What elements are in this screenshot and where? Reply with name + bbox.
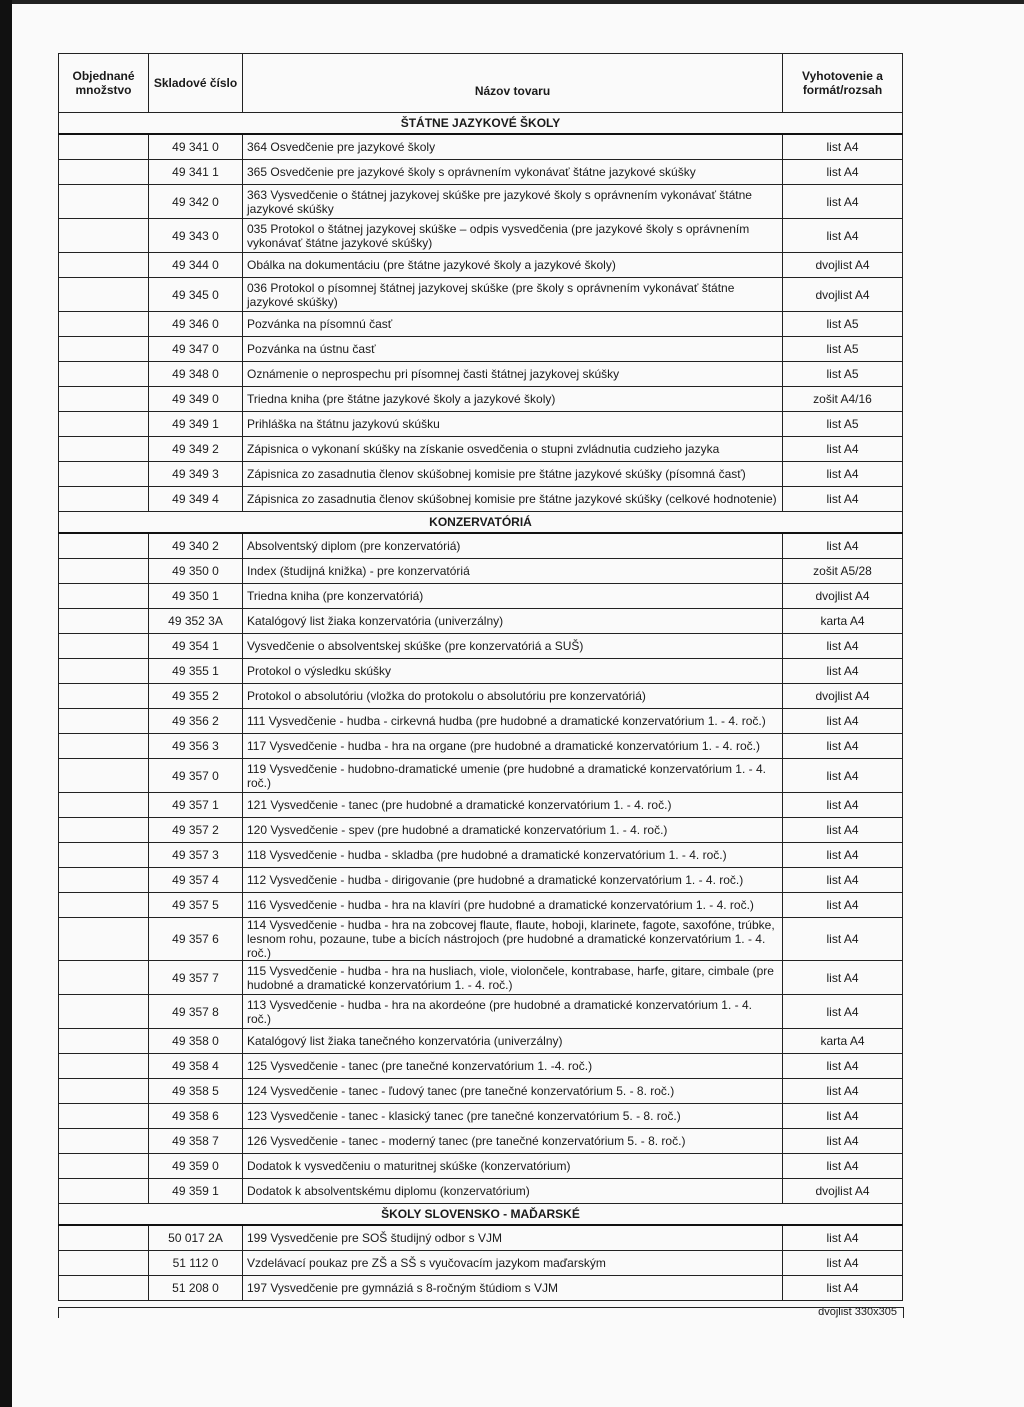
item-name: 113 Vysvedčenie - hudba - hra na akordeóne (pre hudobné a dramatické konzervatórium 1. - 4. roč.) bbox=[243, 995, 783, 1029]
quantity-cell[interactable] bbox=[59, 843, 149, 868]
item-format: list A4 bbox=[783, 1276, 903, 1301]
item-format: dvojlist A4 bbox=[783, 684, 903, 709]
item-number: 49 357 4 bbox=[149, 868, 243, 893]
item-number: 49 341 0 bbox=[149, 134, 243, 160]
item-number: 49 357 5 bbox=[149, 893, 243, 918]
item-name: 116 Vysvedčenie - hudba - hra na klavíri (pre hudobné a dramatické konzervatórium 1. - 4. roč.) bbox=[243, 893, 783, 918]
item-name: 111 Vysvedčenie - hudba - cirkevná hudba (pre hudobné a dramatické konzervatórium 1. - 4. roč.) bbox=[243, 709, 783, 734]
item-name: Triedna kniha (pre štátne jazykové školy a jazykové školy) bbox=[243, 387, 783, 412]
item-name: Vysvedčenie o absolventskej skúške (pre konzervatóriá a SUŠ) bbox=[243, 634, 783, 659]
quantity-cell[interactable] bbox=[59, 734, 149, 759]
scan-edge-top bbox=[12, 0, 1024, 4]
item-format: list A5 bbox=[783, 412, 903, 437]
item-format: dvojlist A4 bbox=[783, 584, 903, 609]
item-number: 49 356 2 bbox=[149, 709, 243, 734]
quantity-cell[interactable] bbox=[59, 160, 149, 185]
item-number: 49 354 1 bbox=[149, 634, 243, 659]
item-format: list A4 bbox=[783, 437, 903, 462]
item-number: 49 357 8 bbox=[149, 995, 243, 1029]
item-name: Triedna kniha (pre konzervatóriá) bbox=[243, 584, 783, 609]
item-format: list A4 bbox=[783, 893, 903, 918]
item-name: 199 Vysvedčenie pre SOŠ študijný odbor s VJM bbox=[243, 1225, 783, 1251]
quantity-cell[interactable] bbox=[59, 1276, 149, 1301]
table-row bbox=[59, 185, 903, 219]
table-body bbox=[59, 113, 903, 1301]
quantity-cell[interactable] bbox=[59, 462, 149, 487]
table-row bbox=[59, 462, 903, 487]
item-name: 363 Vysvedčenie o štátnej jazykovej skúške pre jazykové školy s oprávnením vykonávať štátne jazykové skúšky bbox=[243, 185, 783, 219]
quantity-cell[interactable] bbox=[59, 961, 149, 995]
header-name: Názov tovaru bbox=[243, 54, 783, 113]
cut-off-row bbox=[58, 1307, 904, 1318]
table-row bbox=[59, 1054, 903, 1079]
item-name: Zápisnica o vykonaní skúšky na získanie osvedčenia o stupni zvládnutia cudzieho jazyka bbox=[243, 437, 783, 462]
table-row bbox=[59, 487, 903, 512]
item-format: list A4 bbox=[783, 134, 903, 160]
item-format: list A4 bbox=[783, 487, 903, 512]
item-number: 49 356 3 bbox=[149, 734, 243, 759]
quantity-cell[interactable] bbox=[59, 793, 149, 818]
item-number: 49 342 0 bbox=[149, 185, 243, 219]
item-format: list A4 bbox=[783, 1251, 903, 1276]
quantity-cell[interactable] bbox=[59, 709, 149, 734]
quantity-cell[interactable] bbox=[59, 1054, 149, 1079]
item-number: 49 359 1 bbox=[149, 1179, 243, 1204]
item-format: dvojlist A4 bbox=[783, 278, 903, 312]
item-number: 49 348 0 bbox=[149, 362, 243, 387]
section-row bbox=[59, 512, 903, 534]
item-format: list A4 bbox=[783, 734, 903, 759]
item-name: Absolventský diplom (pre konzervatóriá) bbox=[243, 533, 783, 559]
item-format: list A4 bbox=[783, 843, 903, 868]
item-format: list A4 bbox=[783, 659, 903, 684]
item-number: 49 352 3A bbox=[149, 609, 243, 634]
table-row bbox=[59, 437, 903, 462]
section-title: ŠKOLY SLOVENSKO - MAĎARSKÉ bbox=[59, 1204, 903, 1226]
quantity-cell[interactable] bbox=[59, 559, 149, 584]
table-row bbox=[59, 559, 903, 584]
header-fmt: Vyhotovenie a formát/rozsah bbox=[783, 54, 903, 113]
item-name: 112 Vysvedčenie - hudba - dirigovanie (pre hudobné a dramatické konzervatórium 1. - 4. roč.) bbox=[243, 868, 783, 893]
table-row bbox=[59, 1276, 903, 1301]
quantity-cell[interactable] bbox=[59, 362, 149, 387]
table-row bbox=[59, 818, 903, 843]
table-row bbox=[59, 1104, 903, 1129]
table-row bbox=[59, 1154, 903, 1179]
table-row bbox=[59, 793, 903, 818]
item-number: 49 341 1 bbox=[149, 160, 243, 185]
item-number: 49 345 0 bbox=[149, 278, 243, 312]
item-number: 49 347 0 bbox=[149, 337, 243, 362]
item-number: 49 355 1 bbox=[149, 659, 243, 684]
table-row bbox=[59, 734, 903, 759]
quantity-cell[interactable] bbox=[59, 1104, 149, 1129]
quantity-cell[interactable] bbox=[59, 918, 149, 961]
quantity-cell[interactable] bbox=[59, 387, 149, 412]
item-format: list A4 bbox=[783, 1054, 903, 1079]
item-format: karta A4 bbox=[783, 1029, 903, 1054]
quantity-cell[interactable] bbox=[59, 759, 149, 793]
item-name: 119 Vysvedčenie - hudobno-dramatické umenie (pre hudobné a dramatické konzervatórium 1. - 4. roč.) bbox=[243, 759, 783, 793]
item-number: 49 346 0 bbox=[149, 312, 243, 337]
quantity-cell[interactable] bbox=[59, 437, 149, 462]
table-row bbox=[59, 868, 903, 893]
quantity-cell[interactable] bbox=[59, 185, 149, 219]
item-format: list A4 bbox=[783, 462, 903, 487]
item-name: 126 Vysvedčenie - tanec - moderný tanec (pre tanečné konzervatórium 5. - 8. roč.) bbox=[243, 1129, 783, 1154]
item-format: zošit A4/16 bbox=[783, 387, 903, 412]
item-format: list A4 bbox=[783, 709, 903, 734]
quantity-cell[interactable] bbox=[59, 634, 149, 659]
table-row bbox=[59, 843, 903, 868]
item-number: 51 208 0 bbox=[149, 1276, 243, 1301]
header-row bbox=[59, 54, 903, 113]
quantity-cell[interactable] bbox=[59, 1029, 149, 1054]
item-number: 49 357 7 bbox=[149, 961, 243, 995]
item-format: list A4 bbox=[783, 1154, 903, 1179]
table-row bbox=[59, 1129, 903, 1154]
item-number: 49 349 0 bbox=[149, 387, 243, 412]
item-name: Oznámenie o neprospechu pri písomnej časti štátnej jazykovej skúšky bbox=[243, 362, 783, 387]
item-number: 49 359 0 bbox=[149, 1154, 243, 1179]
table-row bbox=[59, 961, 903, 995]
item-number: 49 357 1 bbox=[149, 793, 243, 818]
item-number: 49 349 3 bbox=[149, 462, 243, 487]
table-row bbox=[59, 1179, 903, 1204]
item-name: Protokol o absolutóriu (vložka do protokolu o absolutóriu pre konzervatóriá) bbox=[243, 684, 783, 709]
quantity-cell[interactable] bbox=[59, 412, 149, 437]
item-number: 49 349 4 bbox=[149, 487, 243, 512]
table-row bbox=[59, 312, 903, 337]
table-row bbox=[59, 918, 903, 961]
item-number: 49 358 0 bbox=[149, 1029, 243, 1054]
table-row bbox=[59, 659, 903, 684]
item-number: 49 350 1 bbox=[149, 584, 243, 609]
item-name: 124 Vysvedčenie - tanec - ľudový tanec (pre tanečné konzervatórium 5. - 8. roč.) bbox=[243, 1079, 783, 1104]
item-format: list A4 bbox=[783, 995, 903, 1029]
quantity-cell[interactable] bbox=[59, 659, 149, 684]
item-name: 115 Vysvedčenie - hudba - hra na husliach, viole, violončele, kontrabase, harfe, gitare, cimbale (pre hudobné a dramatické konzervatórium 1. - 4. roč.) bbox=[243, 961, 783, 995]
item-format: list A4 bbox=[783, 1225, 903, 1251]
item-format: list A4 bbox=[783, 185, 903, 219]
item-format: list A4 bbox=[783, 1129, 903, 1154]
item-number: 49 340 2 bbox=[149, 533, 243, 559]
quantity-cell[interactable] bbox=[59, 1079, 149, 1104]
table-row bbox=[59, 684, 903, 709]
quantity-cell[interactable] bbox=[59, 1179, 149, 1204]
item-number: 49 349 2 bbox=[149, 437, 243, 462]
item-name: 364 Osvedčenie pre jazykové školy bbox=[243, 134, 783, 160]
item-number: 50 017 2A bbox=[149, 1225, 243, 1251]
table-row bbox=[59, 219, 903, 253]
quantity-cell[interactable] bbox=[59, 1251, 149, 1276]
item-format: list A5 bbox=[783, 337, 903, 362]
item-format: list A4 bbox=[783, 818, 903, 843]
quantity-cell[interactable] bbox=[59, 1129, 149, 1154]
order-table bbox=[58, 53, 903, 1301]
table-row bbox=[59, 1251, 903, 1276]
table-row bbox=[59, 584, 903, 609]
item-name: Prihláška na štátnu jazykovú skúšku bbox=[243, 412, 783, 437]
quantity-cell[interactable] bbox=[59, 893, 149, 918]
item-number: 49 357 3 bbox=[149, 843, 243, 868]
item-name: 365 Osvedčenie pre jazykové školy s oprávnením vykonávať štátne jazykové skúšky bbox=[243, 160, 783, 185]
item-name: Dodatok k absolventskému diplomu (konzervatórium) bbox=[243, 1179, 783, 1204]
item-number: 49 358 4 bbox=[149, 1054, 243, 1079]
item-format: list A4 bbox=[783, 1104, 903, 1129]
item-number: 49 358 5 bbox=[149, 1079, 243, 1104]
item-name: 117 Vysvedčenie - hudba - hra na organe (pre hudobné a dramatické konzervatórium 1. - 4. roč.) bbox=[243, 734, 783, 759]
item-format: list A4 bbox=[783, 868, 903, 893]
item-number: 49 358 7 bbox=[149, 1129, 243, 1154]
item-name: 120 Vysvedčenie - spev (pre hudobné a dramatické konzervatórium 1. - 4. roč.) bbox=[243, 818, 783, 843]
item-number: 49 357 6 bbox=[149, 918, 243, 961]
table-row bbox=[59, 160, 903, 185]
item-format: list A4 bbox=[783, 219, 903, 253]
item-name: Zápisnica zo zasadnutia členov skúšobnej komisie pre štátne jazykové skúšky (písomná časť) bbox=[243, 462, 783, 487]
item-number: 49 350 0 bbox=[149, 559, 243, 584]
item-format: list A4 bbox=[783, 759, 903, 793]
item-format: list A4 bbox=[783, 961, 903, 995]
table-row bbox=[59, 1079, 903, 1104]
item-format: zošit A5/28 bbox=[783, 559, 903, 584]
section-row bbox=[59, 1204, 903, 1226]
header-num: Skladové číslo bbox=[149, 54, 243, 113]
quantity-cell[interactable] bbox=[59, 533, 149, 559]
item-format: list A4 bbox=[783, 634, 903, 659]
item-name: Dodatok k vysvedčeniu o maturitnej skúške (konzervatórium) bbox=[243, 1154, 783, 1179]
item-name: Index (študijná knižka) - pre konzervatóriá bbox=[243, 559, 783, 584]
quantity-cell[interactable] bbox=[59, 253, 149, 278]
item-name: 036 Protokol o písomnej štátnej jazykovej skúške (pre školy s oprávnením vykonávať štátne jazykové skúšky) bbox=[243, 278, 783, 312]
item-format: dvojlist A4 bbox=[783, 1179, 903, 1204]
quantity-cell[interactable] bbox=[59, 1154, 149, 1179]
table-row bbox=[59, 1029, 903, 1054]
item-name: 118 Vysvedčenie - hudba - skladba (pre hudobné a dramatické konzervatórium 1. - 4. roč.) bbox=[243, 843, 783, 868]
item-format: dvojlist A4 bbox=[783, 253, 903, 278]
table-row bbox=[59, 893, 903, 918]
quantity-cell[interactable] bbox=[59, 487, 149, 512]
item-format: list A4 bbox=[783, 160, 903, 185]
item-name: 197 Vysvedčenie pre gymnáziá s 8-ročným štúdiom s VJM bbox=[243, 1276, 783, 1301]
item-format: list A5 bbox=[783, 362, 903, 387]
item-name: 035 Protokol o štátnej jazykovej skúške – odpis vysvedčenia (pre jazykové školy s oprávnením vykonávať štátne jazykové skúšky) bbox=[243, 219, 783, 253]
section-row bbox=[59, 113, 903, 135]
cut-format: dvojlist 330x305 bbox=[818, 1307, 897, 1318]
item-format: karta A4 bbox=[783, 609, 903, 634]
quantity-cell[interactable] bbox=[59, 312, 149, 337]
item-name: Zápisnica zo zasadnutia členov skúšobnej komisie pre štátne jazykové skúšky (celkové hodnotenie) bbox=[243, 487, 783, 512]
table-row bbox=[59, 362, 903, 387]
table-row bbox=[59, 995, 903, 1029]
table-row bbox=[59, 337, 903, 362]
item-number: 49 357 0 bbox=[149, 759, 243, 793]
item-format: list A5 bbox=[783, 312, 903, 337]
table-row bbox=[59, 634, 903, 659]
quantity-cell[interactable] bbox=[59, 684, 149, 709]
quantity-cell[interactable] bbox=[59, 337, 149, 362]
table-row bbox=[59, 412, 903, 437]
item-format: list A4 bbox=[783, 533, 903, 559]
quantity-cell[interactable] bbox=[59, 219, 149, 253]
quantity-cell[interactable] bbox=[59, 584, 149, 609]
quantity-cell[interactable] bbox=[59, 278, 149, 312]
item-name: 121 Vysvedčenie - tanec (pre hudobné a dramatické konzervatórium 1. - 4. roč.) bbox=[243, 793, 783, 818]
item-name: Pozvánka na písomnú časť bbox=[243, 312, 783, 337]
table-row bbox=[59, 609, 903, 634]
item-number: 49 355 2 bbox=[149, 684, 243, 709]
item-name: 125 Vysvedčenie - tanec (pre tanečné konzervatórium 1. -4. roč.) bbox=[243, 1054, 783, 1079]
item-name: 123 Vysvedčenie - tanec - klasický tanec (pre tanečné konzervatórium 5. - 8. roč.) bbox=[243, 1104, 783, 1129]
quantity-cell[interactable] bbox=[59, 995, 149, 1029]
section-title: KONZERVATÓRIÁ bbox=[59, 512, 903, 534]
quantity-cell[interactable] bbox=[59, 609, 149, 634]
item-number: 49 344 0 bbox=[149, 253, 243, 278]
item-name: Katalógový list žiaka tanečného konzervatória (univerzálny) bbox=[243, 1029, 783, 1054]
table-row bbox=[59, 253, 903, 278]
section-title: ŠTÁTNE JAZYKOVÉ ŠKOLY bbox=[59, 113, 903, 135]
quantity-cell[interactable] bbox=[59, 868, 149, 893]
item-number: 49 343 0 bbox=[149, 219, 243, 253]
quantity-cell[interactable] bbox=[59, 1225, 149, 1251]
item-name: Vzdelávací poukaz pre ZŠ a SŠ s vyučovacím jazykom maďarským bbox=[243, 1251, 783, 1276]
table-row bbox=[59, 278, 903, 312]
item-name: Katalógový list žiaka konzervatória (univerzálny) bbox=[243, 609, 783, 634]
item-format: list A4 bbox=[783, 1079, 903, 1104]
item-format: list A4 bbox=[783, 918, 903, 961]
table-row bbox=[59, 709, 903, 734]
table-row bbox=[59, 134, 903, 160]
item-name: Obálka na dokumentáciu (pre štátne jazykové školy a jazykové školy) bbox=[243, 253, 783, 278]
item-name: 114 Vysvedčenie - hudba - hra na zobcovej flaute, flaute, hoboji, klarinete, fagote, saxofóne, trúbke, lesnom rohu, pozaune, tube a bicích nástrojoch (pre hudobné a dramatické konzervatórium 1. - 4. roč.) bbox=[243, 918, 783, 961]
table-row bbox=[59, 1225, 903, 1251]
scan-edge bbox=[0, 0, 12, 1407]
table-row bbox=[59, 533, 903, 559]
item-number: 49 358 6 bbox=[149, 1104, 243, 1129]
item-number: 51 112 0 bbox=[149, 1251, 243, 1276]
header-qty: Objednané množstvo bbox=[59, 54, 149, 113]
item-name: Protokol o výsledku skúšky bbox=[243, 659, 783, 684]
table-row bbox=[59, 759, 903, 793]
quantity-cell[interactable] bbox=[59, 818, 149, 843]
item-number: 49 349 1 bbox=[149, 412, 243, 437]
item-number: 49 357 2 bbox=[149, 818, 243, 843]
table-row bbox=[59, 387, 903, 412]
item-name: Pozvánka na ústnu časť bbox=[243, 337, 783, 362]
quantity-cell[interactable] bbox=[59, 134, 149, 160]
item-format: list A4 bbox=[783, 793, 903, 818]
